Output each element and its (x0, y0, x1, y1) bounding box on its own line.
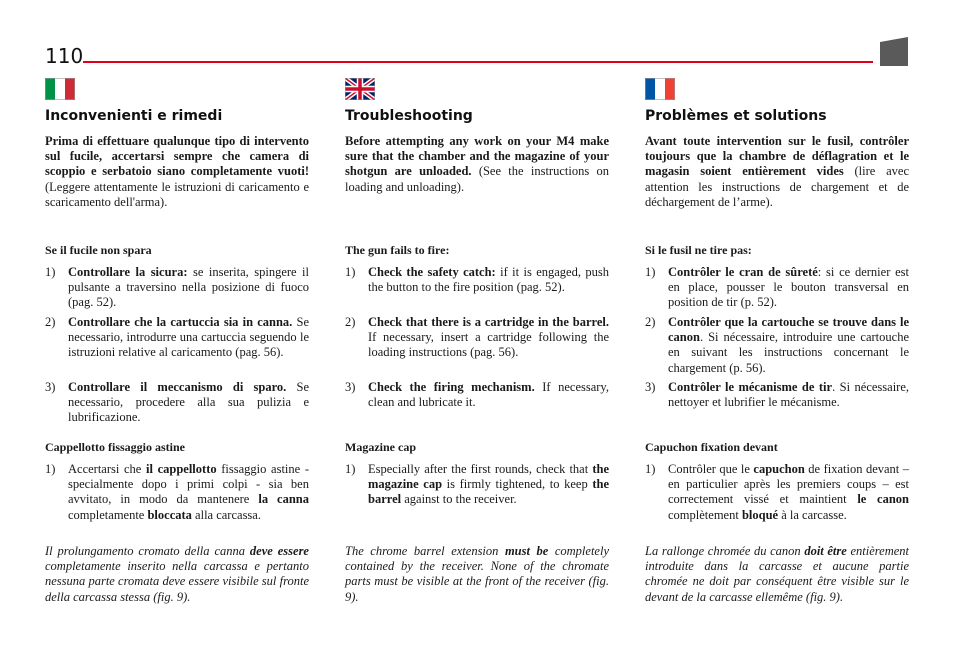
uk-flag-icon (345, 78, 375, 100)
column-english (345, 78, 609, 604)
note-paragraph: Il prolungamento cromato della canna deve essere completamente inserito nella carcassa e pertanto nessuna parte cromata deve essere visibile sul fronte della carcassa stessa (fig. 9). (45, 544, 309, 604)
section-heading: Inconvenienti e rimedi (45, 108, 223, 124)
subsection-title: The gun fails to fire: (345, 243, 450, 257)
list-item: 1) Contrôler le cran de sûreté: si ce dernier est en place, pousser le bouton transversal en position de tir (p. 52). (645, 265, 909, 310)
list-item: 1) Controllare la sicura: se inserita, spingere il pulsante a traversino nella posizione di fuoco (pag. 52). (45, 265, 309, 310)
note-paragraph: The chrome barrel extension must be completely contained by the receiver. None of the chromate parts must be visible at the front of the receiver (fig. 9). (345, 544, 609, 604)
french-flag-icon (645, 78, 675, 100)
column-french (645, 78, 909, 604)
list-item: 1) Especially after the first rounds, check that the magazine cap is firmly tightened, to keep the barrel against to the receiver. (345, 462, 609, 507)
list-item: 3) Contrôler le mécanisme de tir. Si nécessaire, nettoyer et lubrifier le mécanisme. (645, 380, 909, 410)
page-number: 110 (45, 44, 84, 68)
list-item: 1) Check the safety catch: if it is engaged, push the button to the fire position (pag. 52). (345, 265, 609, 295)
list-item: 3) Check the firing mechanism. If necessary, clean and lubricate it. (345, 380, 609, 410)
subsection-title: Si le fusil ne tire pas: (645, 243, 752, 257)
list-item: 1) Accertarsi che il cappellotto fissaggio astine - specialmente dopo i primi colpi - sia ben avvitato, in modo da mantenere la canna completamente bloccata alla carcassa. (45, 462, 310, 522)
section-heading: Problèmes et solutions (645, 108, 827, 124)
intro-paragraph: Avant toute intervention sur le fusil, contrôler toujours que la chambre de déflagration et le magasin soient entièrement vides (lire avec attention les instructions de chargement et de déchargement de l’arme). (645, 134, 909, 209)
list-item: 3) Controllare il meccanismo di sparo. Se necessario, procedere alla sua pulizia e lubrificazione. (45, 380, 309, 425)
column-italian (45, 78, 310, 604)
header-rule (83, 61, 873, 63)
section-heading: Troubleshooting (345, 108, 473, 124)
list-item: 2) Controllare che la cartuccia sia in canna. Se necessario, introdurre una cartuccia seguendo le istruzioni relative al caricamento (pag. 56). (45, 315, 310, 360)
subsection-title: Capuchon fixation devant (645, 440, 778, 454)
list-item: 2) Check that there is a cartridge in the barrel. If necessary, insert a cartridge following the loading instructions (pag. 56). (345, 315, 609, 360)
intro-paragraph: Before attempting any work on your M4 make sure that the chamber and the magazine of your shotgun are unloaded. (See the instructions on loading and unloading). (345, 134, 609, 194)
list-item: 2) Contrôler que la cartouche se trouve dans le canon. Si nécessaire, introduire une cartouche en suivant les instructions concernant le chargement (p. 56). (645, 315, 909, 375)
list-item: 1) Contrôler que le capuchon de fixation devant – en particulier après les premiers coups – est correctement vissé et maintient le canon complètement bloqué à la carcasse. (645, 462, 909, 522)
subsection-title: Cappellotto fissaggio astine (45, 440, 186, 454)
subsection-title: Se il fucile non spara (45, 243, 152, 257)
subsection-title: Magazine cap (345, 440, 416, 454)
italian-flag-icon (45, 78, 75, 100)
intro-paragraph: Prima di effettuare qualunque tipo di intervento sul fucile, accertarsi sempre che camera di scoppio e serbatoio siano completamente vuoti! (Leggere attentamente le istruzioni di caricamento e scaricamento dell'arma). (45, 134, 309, 209)
note-paragraph: La rallonge chromée du canon doit être entièrement introduite dans la carcasse et aucune partie chromée ne doit par conséquent être visible sur le devant de la carcasse ellemême (fig. 9). (645, 544, 909, 604)
corner-tab-icon (880, 37, 908, 66)
